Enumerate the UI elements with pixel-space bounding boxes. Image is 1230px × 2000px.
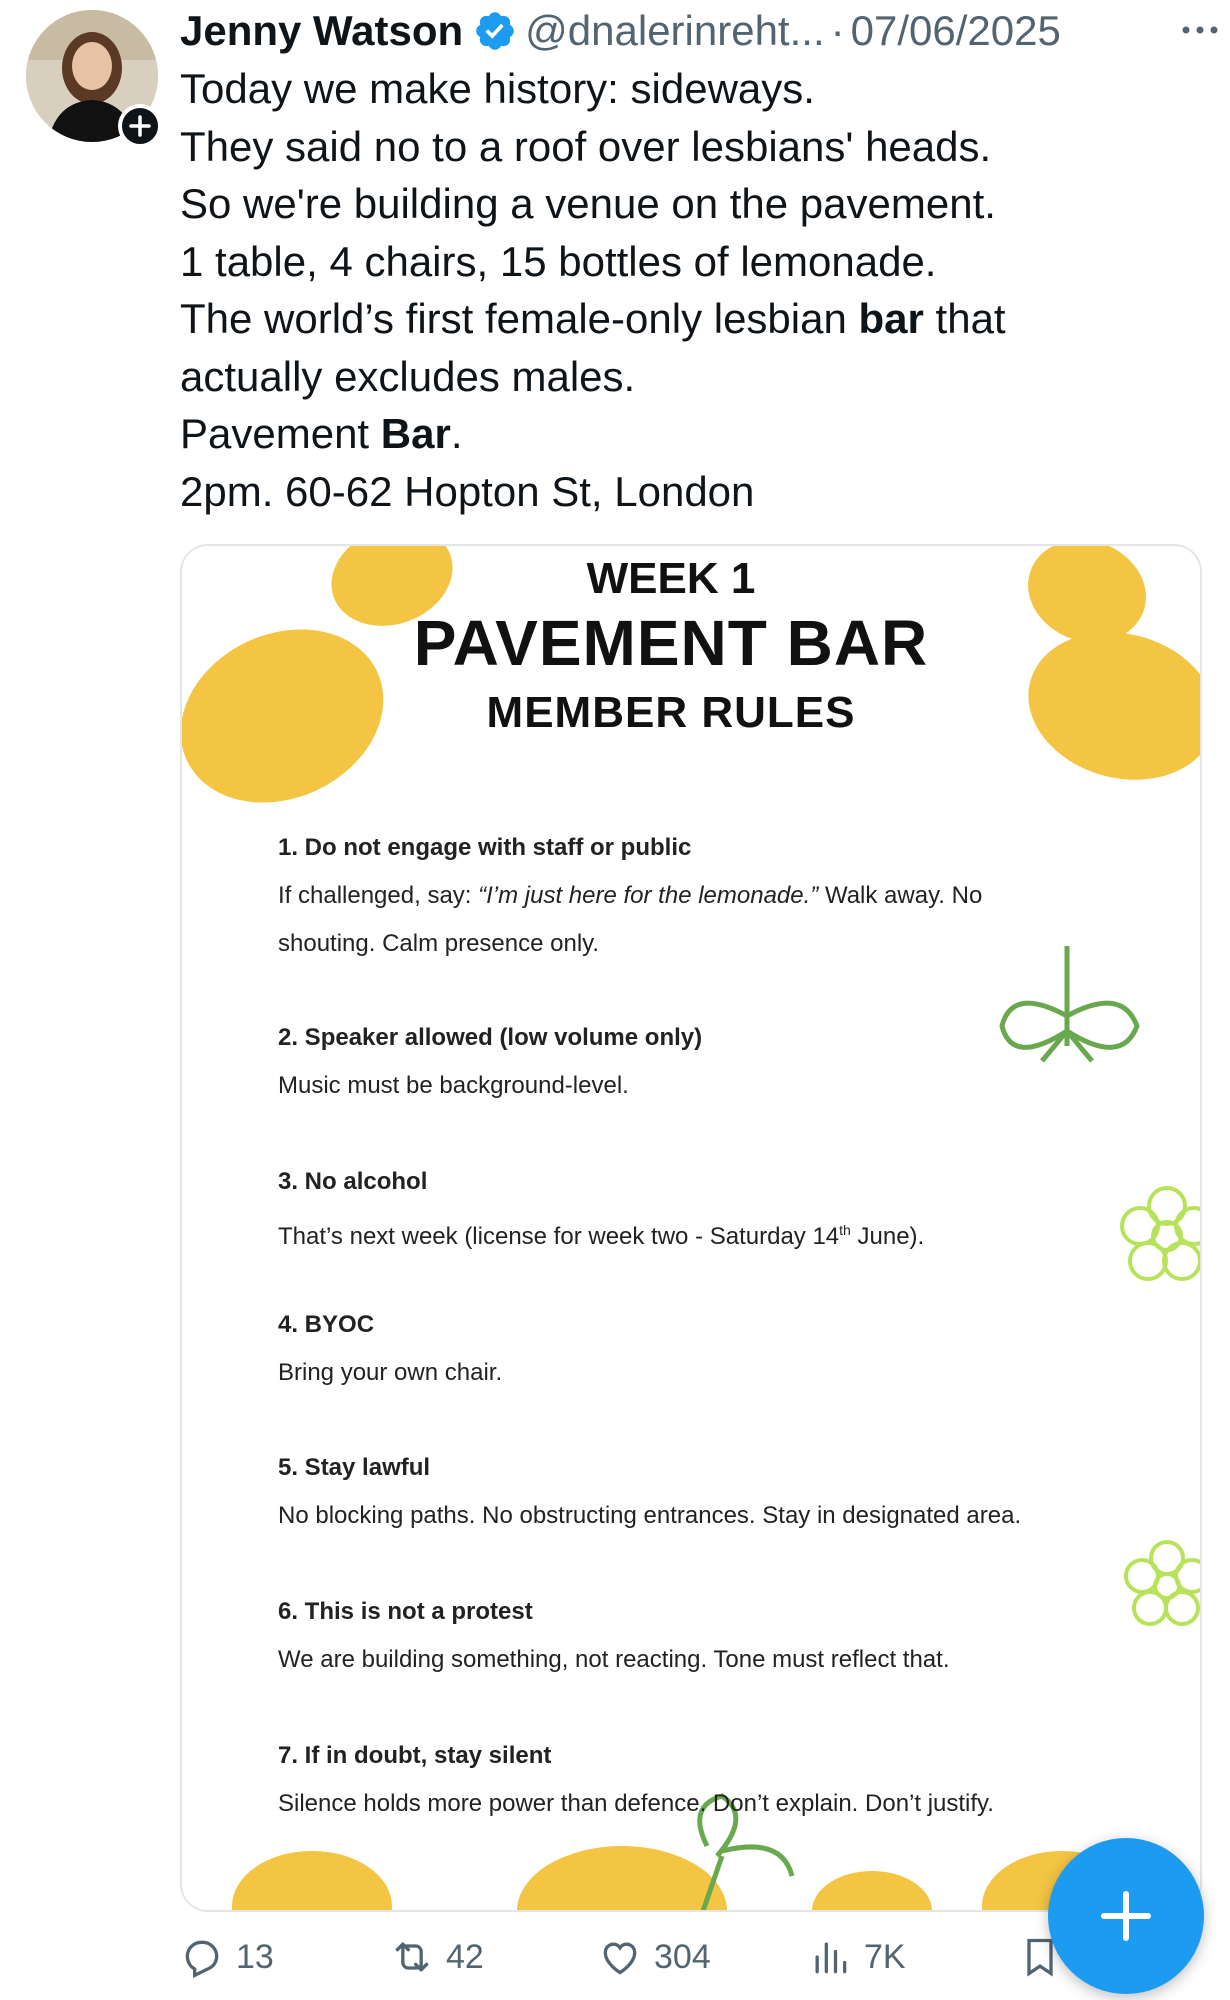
text-superscript: th — [839, 1222, 851, 1238]
tweet-date[interactable]: 07/06/2025 — [850, 7, 1061, 54]
text-segment: That’s next week (license for week two - Saturday 14 — [278, 1223, 840, 1250]
rule-body: Silence holds more power than defence. Don’t explain. Don’t justify. — [278, 1790, 994, 1817]
rule-body: Music must be background-level. — [278, 1072, 629, 1099]
text-segment: that — [923, 295, 1006, 342]
action-bar — [180, 1935, 1080, 1985]
rule-3 — [278, 1158, 1138, 1261]
tweet-line: They said no to a roof over lesbians' heads. — [180, 122, 992, 170]
views-count: 7K — [864, 1937, 906, 1976]
tweet-line: 2pm. 60-62 Hopton St, London — [180, 467, 755, 515]
like-button[interactable] — [598, 1935, 711, 1979]
rule-heading: 3. No alcohol — [278, 1168, 428, 1195]
like-icon — [598, 1935, 642, 1979]
text-segment: If challenged, say: — [278, 882, 479, 909]
rule-body — [278, 1206, 1138, 1261]
rule-heading: 6. This is not a protest — [278, 1598, 533, 1625]
rule-heading: 1. Do not engage with staff or public — [278, 834, 692, 861]
rule-heading: 7. If in doubt, stay silent — [278, 1742, 552, 1769]
doc-week: WEEK 1 — [586, 554, 756, 603]
text-segment: . — [450, 410, 463, 457]
doc-title: PAVEMENT BAR — [413, 607, 929, 679]
text-segment: The world’s first female-only lesbian — [180, 295, 859, 342]
rule-heading: 5. Stay lawful — [278, 1454, 431, 1481]
text-segment: Pavement — [180, 410, 381, 457]
reply-count: 13 — [236, 1937, 274, 1976]
rule-heading: 2. Speaker allowed (low volume only) — [278, 1024, 703, 1051]
tweet-line — [180, 290, 1180, 348]
retweet-button[interactable] — [390, 1935, 484, 1979]
tweet-line: actually excludes males. — [180, 352, 636, 400]
rule-4 — [278, 1301, 1138, 1397]
tweet-text — [180, 60, 1180, 520]
retweet-icon — [390, 1935, 434, 1979]
more-dots-icon[interactable] — [1176, 10, 1224, 50]
rule-quote: “I’m just here for the lemonade.” — [478, 882, 819, 909]
rule-2 — [278, 1014, 1138, 1110]
retweet-count: 42 — [446, 1937, 484, 1976]
doc-subtitle: MEMBER RULES — [486, 688, 856, 737]
tweet-line — [180, 405, 1180, 463]
follow-button[interactable] — [118, 104, 162, 148]
rule-6 — [278, 1588, 1138, 1684]
text-segment: Walk away. No — [818, 882, 983, 909]
text-segment: June). — [850, 1223, 925, 1250]
rule-body — [278, 872, 1138, 920]
tweet-line: 1 table, 4 chairs, 15 bottles of lemonade. — [180, 237, 937, 285]
rule-5 — [278, 1444, 1138, 1540]
tweet-line: Today we make history: sideways. — [180, 65, 815, 112]
like-count: 304 — [654, 1937, 711, 1976]
verified-badge-icon — [473, 9, 517, 53]
rule-7 — [278, 1732, 1138, 1828]
rule-body: Bring your own chair. — [278, 1359, 503, 1386]
media-image[interactable] — [180, 544, 1202, 1912]
tweet-header — [180, 2, 1220, 60]
reply-icon — [180, 1935, 224, 1979]
rule-1 — [278, 824, 1138, 968]
author-handle[interactable]: @dnalerinreht... — [525, 7, 825, 54]
highlight-bar: bar — [858, 295, 924, 342]
reply-button[interactable] — [180, 1935, 274, 1979]
views-button[interactable] — [808, 1935, 906, 1979]
compose-plus-icon — [1048, 1838, 1204, 1994]
rule-body: shouting. Calm presence only. — [278, 930, 600, 957]
rule-body: No blocking paths. No obstructing entrances. Stay in designated area. — [278, 1502, 1022, 1529]
rule-body: We are building something, not reacting. Tone must reflect that. — [278, 1646, 950, 1673]
views-icon — [808, 1935, 852, 1979]
separator-dot: · — [830, 7, 845, 54]
tweet-line: So we're building a venue on the pavement. — [180, 180, 996, 227]
rule-heading: 4. BYOC — [278, 1311, 375, 1338]
author-name[interactable]: Jenny Watson — [180, 7, 464, 54]
compose-button[interactable] — [1048, 1838, 1204, 1994]
follow-plus-icon — [122, 108, 158, 144]
highlight-bar: Bar — [380, 410, 451, 457]
